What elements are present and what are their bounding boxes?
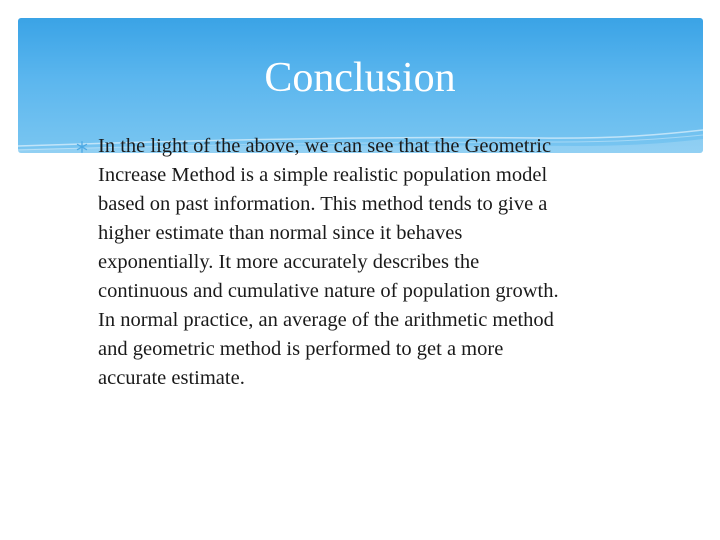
slide-title: Conclusion — [264, 55, 456, 101]
asterisk-bullet-icon — [76, 141, 88, 153]
bullet-text: In the light of the above, we can see that the Geometric Increase Method is a simple realistic population model based on past information. This method tends to give a higher estimate than normal since it behaves exponentially. It more accurately describes the continuous and cumulative nature of population growth. In normal practice, an average of the arithmetic method and geometric method is performed to get a more accurate estimate. — [98, 135, 559, 389]
